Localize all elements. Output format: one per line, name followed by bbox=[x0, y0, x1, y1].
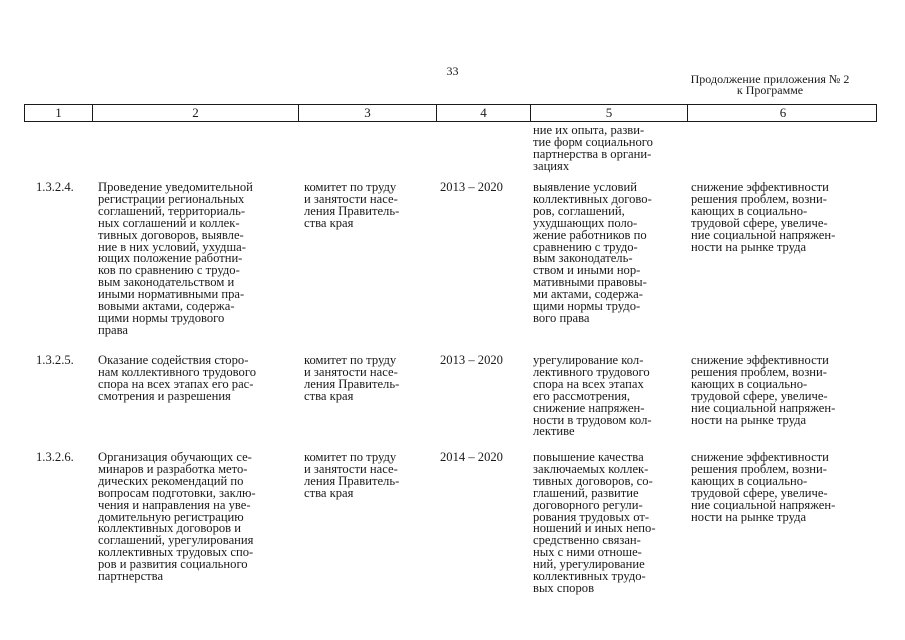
text-line: щими нормы трудового bbox=[98, 310, 225, 325]
text-line: щими нормы трудо- bbox=[533, 299, 641, 314]
row-number: 1.3.2.6. bbox=[36, 450, 74, 464]
text-line: спора на всех этапах его рас- bbox=[98, 376, 254, 391]
text-line: ющих положение работни- bbox=[98, 251, 243, 266]
text-line: ухудшающих поло- bbox=[533, 215, 638, 230]
text-line: партнерства bbox=[98, 569, 164, 584]
text-line: комитет по труду bbox=[304, 450, 397, 464]
executor-cell bbox=[304, 182, 399, 230]
activity-cell bbox=[98, 182, 253, 337]
text-line: комитет по труду bbox=[304, 180, 397, 194]
appendix-note-line-2: к Программе bbox=[736, 83, 804, 97]
text-line: мативными правовы- bbox=[533, 275, 647, 290]
text-line: ления Правитель- bbox=[304, 376, 400, 391]
text-line: минаров и разработка мето- bbox=[98, 461, 248, 476]
text-line: ства края bbox=[304, 485, 354, 500]
appendix-note bbox=[660, 74, 880, 96]
text-line: нам коллективного трудового bbox=[98, 364, 256, 379]
text-line: и занятости насе- bbox=[304, 364, 398, 379]
text-line: ления Правитель- bbox=[304, 203, 400, 218]
text-line: ми актами, содержа- bbox=[533, 287, 643, 302]
text-line: вовыми актами, содержа- bbox=[98, 299, 235, 314]
text-line: ства края bbox=[304, 215, 354, 230]
text-line: ров, соглашений, bbox=[533, 203, 625, 218]
text-line: ных соглашений и коллек- bbox=[98, 215, 240, 230]
text-line: коллективных догово- bbox=[533, 191, 652, 206]
text-line: его рассмотрения, bbox=[533, 388, 631, 403]
text-line: ние социальной напряжен- bbox=[691, 227, 836, 242]
text-line: ных с ними отноше- bbox=[533, 545, 642, 560]
period-cell: 2014 – 2020 bbox=[440, 450, 503, 464]
text-line: коллективных трудовых спо- bbox=[98, 545, 254, 560]
text-line: партнерства в органи- bbox=[533, 146, 652, 161]
text-line: Организация обучающих се- bbox=[98, 450, 252, 464]
text-line: урегулирование кол- bbox=[533, 353, 644, 367]
text-line: ров и развития социального bbox=[98, 557, 248, 572]
text-line: кающих в социально- bbox=[691, 473, 808, 488]
result-cell bbox=[691, 355, 835, 426]
text-line: вых споров bbox=[533, 580, 595, 595]
text-line: ние социальной напряжен- bbox=[691, 400, 836, 415]
text-line: жение работников по bbox=[533, 227, 647, 242]
header-col-5: 5 bbox=[530, 105, 687, 121]
text-line: дических рекомендаций по bbox=[98, 473, 244, 488]
text-line: ности на рынке труда bbox=[691, 239, 807, 254]
text-line: повышение качества bbox=[533, 450, 644, 464]
activity-cell bbox=[98, 452, 256, 583]
text-line: ние социальной напряжен- bbox=[691, 497, 836, 512]
text-line: решения проблем, возни- bbox=[691, 191, 827, 206]
content-cell bbox=[533, 182, 652, 325]
text-line: снижение эффективности bbox=[691, 180, 829, 194]
period-cell: 2013 – 2020 bbox=[440, 353, 503, 367]
text-line: лективе bbox=[533, 424, 575, 439]
text-line: спора на всех этапах bbox=[533, 376, 644, 391]
text-line: ношений и иных непо- bbox=[533, 521, 656, 536]
text-line: снижение эффективности bbox=[691, 450, 829, 464]
text-line: заключаемых коллек- bbox=[533, 461, 649, 476]
header-col-2: 2 bbox=[92, 105, 298, 121]
text-line: решения проблем, возни- bbox=[691, 461, 827, 476]
content-cell bbox=[533, 355, 652, 438]
content-cell bbox=[533, 452, 656, 595]
text-line: снижение эффективности bbox=[691, 353, 829, 367]
text-line: права bbox=[98, 322, 128, 337]
text-line: соглашений, урегулирования bbox=[98, 533, 254, 548]
text-line: ности в трудовом кол- bbox=[533, 412, 652, 427]
text-line: ний, урегулирование bbox=[533, 557, 645, 572]
text-line: смотрения и разрешения bbox=[98, 388, 231, 403]
text-line: трудовой сфере, увеличе- bbox=[691, 388, 828, 403]
text-line: домительную регистрацию bbox=[98, 509, 244, 524]
text-line: соглашений, территориаль- bbox=[98, 203, 246, 218]
executor-cell bbox=[304, 355, 399, 403]
text-line: тивных договоров, выявле- bbox=[98, 227, 244, 242]
text-line: сравнению с трудо- bbox=[533, 239, 638, 254]
text-line: и занятости насе- bbox=[304, 461, 398, 476]
text-line: ков по сравнению с трудо- bbox=[98, 263, 240, 278]
text-line: трудовой сфере, увеличе- bbox=[691, 485, 828, 500]
text-line: тие форм социального bbox=[533, 134, 653, 149]
text-line: Проведение уведомительной bbox=[98, 180, 253, 194]
executor-cell bbox=[304, 452, 399, 500]
text-line: зациях bbox=[533, 158, 570, 173]
text-line: вопросам подготовки, заклю- bbox=[98, 485, 256, 500]
row-number: 1.3.2.4. bbox=[36, 180, 74, 194]
row-number: 1.3.2.5. bbox=[36, 353, 74, 367]
text-line: кающих в социально- bbox=[691, 203, 808, 218]
header-col-4: 4 bbox=[436, 105, 530, 121]
text-line: ства края bbox=[304, 388, 354, 403]
text-line: вого права bbox=[533, 310, 590, 325]
text-line: ние их опыта, разви- bbox=[533, 123, 645, 137]
text-line: ние в них условий, ухудша- bbox=[98, 239, 246, 254]
table-header-row bbox=[24, 104, 877, 122]
header-col-3: 3 bbox=[298, 105, 436, 121]
text-line: и занятости насе- bbox=[304, 191, 398, 206]
text-line: тивных договоров, со- bbox=[533, 473, 653, 488]
text-line: чения и направления на уве- bbox=[98, 497, 251, 512]
text-line: ности на рынке труда bbox=[691, 509, 807, 524]
text-line: ством и иными нор- bbox=[533, 263, 641, 278]
text-line: комитет по труду bbox=[304, 353, 397, 367]
text-line: коллективных договоров и bbox=[98, 521, 241, 536]
text-line: Оказание содействия сторо- bbox=[98, 353, 249, 367]
period-cell: 2013 – 2020 bbox=[440, 180, 503, 194]
text-line: ности на рынке труда bbox=[691, 412, 807, 427]
text-line: решения проблем, возни- bbox=[691, 364, 827, 379]
text-line: регистрации региональных bbox=[98, 191, 245, 206]
text-line: выявление условий bbox=[533, 180, 637, 194]
text-line: иными нормативными пра- bbox=[98, 287, 245, 302]
text-line: вым законодатель- bbox=[533, 251, 633, 266]
continuation-content-cell bbox=[533, 125, 653, 173]
text-line: рования трудовых от- bbox=[533, 509, 650, 524]
header-col-1: 1 bbox=[55, 105, 62, 120]
result-cell bbox=[691, 452, 835, 523]
text-line: средственно связан- bbox=[533, 533, 641, 548]
result-cell bbox=[691, 182, 835, 253]
activity-cell bbox=[98, 355, 256, 403]
text-line: вым законодательством и bbox=[98, 275, 235, 290]
header-col-6: 6 bbox=[687, 105, 878, 121]
text-line: глашений, развитие bbox=[533, 485, 639, 500]
page-number: 33 bbox=[446, 64, 459, 78]
text-line: кающих в социально- bbox=[691, 376, 808, 391]
text-line: снижение напряжен- bbox=[533, 400, 645, 415]
text-line: коллективных трудо- bbox=[533, 569, 646, 584]
text-line: договорного регули- bbox=[533, 497, 643, 512]
appendix-note-line-1: Продолжение приложения № 2 bbox=[690, 72, 850, 86]
text-line: лективного трудового bbox=[533, 364, 650, 379]
text-line: ления Правитель- bbox=[304, 473, 400, 488]
text-line: трудовой сфере, увеличе- bbox=[691, 215, 828, 230]
